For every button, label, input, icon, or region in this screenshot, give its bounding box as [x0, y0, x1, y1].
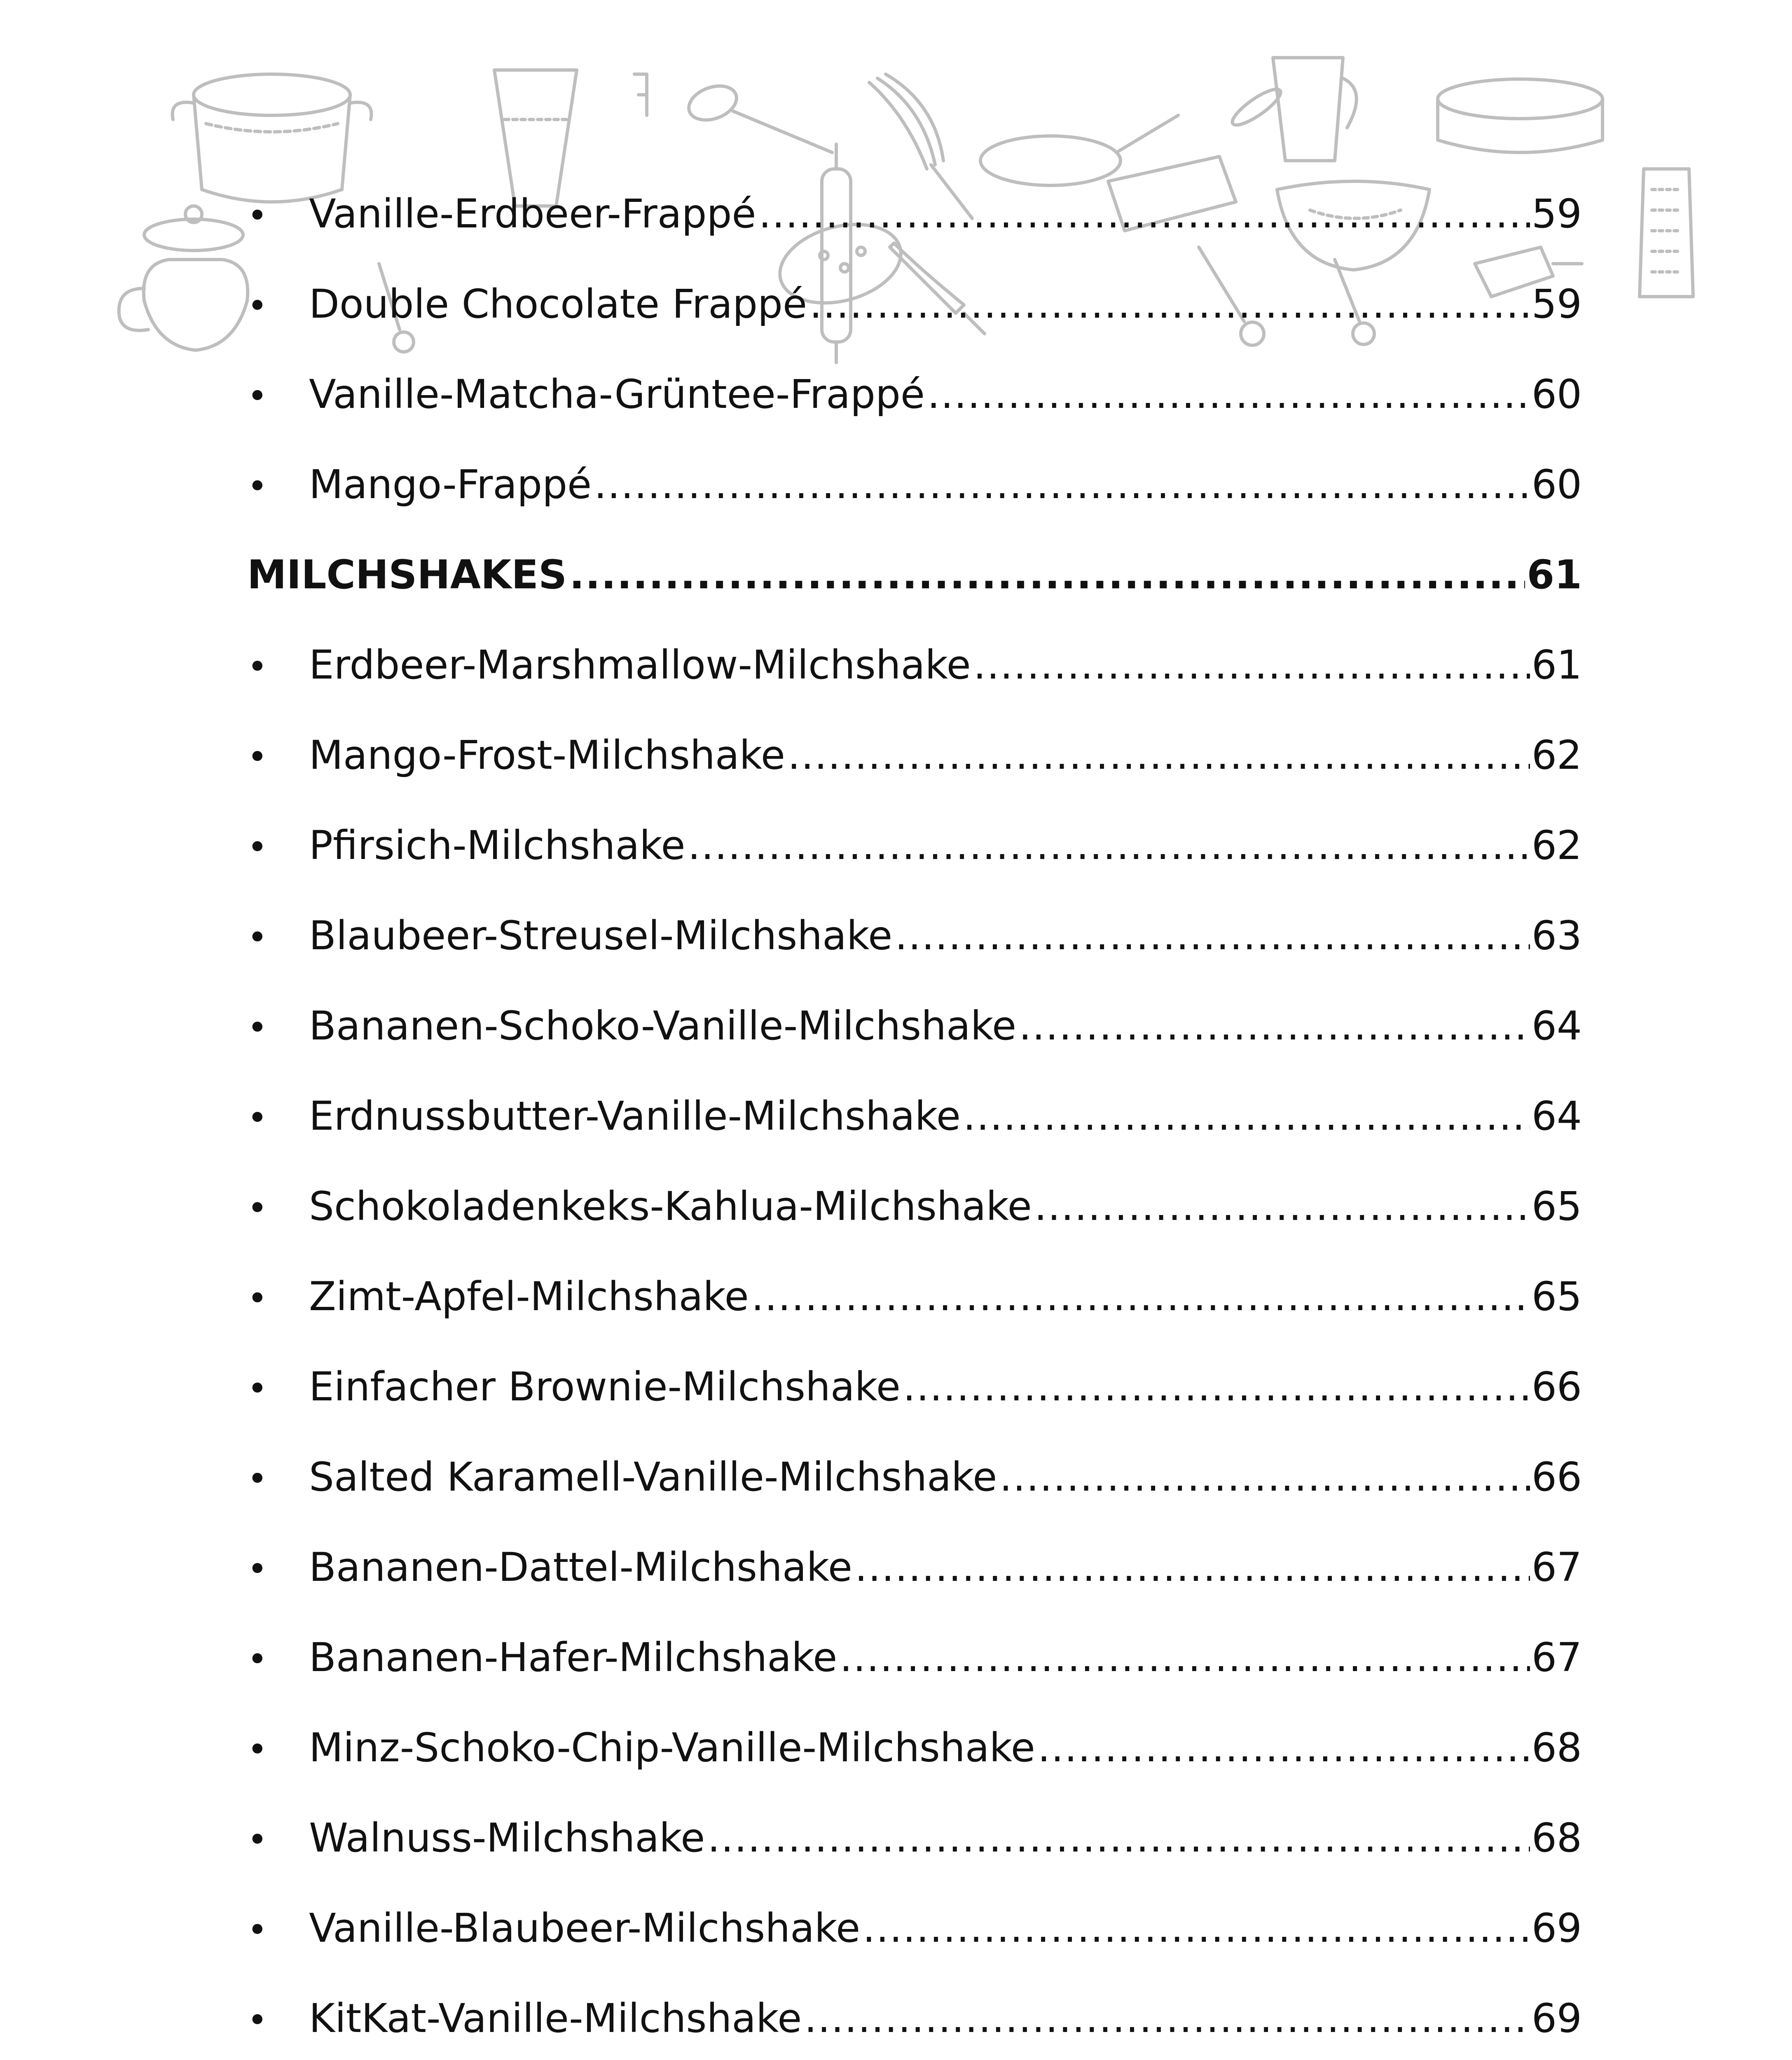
toc-entry-page: 59: [1531, 191, 1582, 237]
bullet-icon: •: [247, 827, 268, 867]
toc-entry: [247, 440, 1582, 530]
dot-leader: [758, 169, 1530, 259]
bullet-icon: •: [247, 1639, 268, 1679]
dot-leader: [999, 1432, 1530, 1522]
toc-entry-title: Erdnussbutter-Vanille-Milchshake: [309, 1093, 961, 1139]
toc-entry-page: 69: [1531, 1905, 1582, 1951]
dot-leader: [840, 1613, 1530, 1703]
toc-entry-title: Salted Karamell-Vanille-Milchshake: [309, 1454, 997, 1500]
bullet-icon: •: [247, 1729, 268, 1770]
toc-entry: [247, 1883, 1582, 1973]
toc-entry: [247, 349, 1582, 440]
dot-leader: [804, 1973, 1530, 2060]
toc-entry: [247, 1703, 1582, 1793]
toc-entry: [247, 981, 1582, 1071]
toc-entry-title: Pfirsich-Milchshake: [309, 822, 685, 868]
bullet-icon: •: [247, 917, 268, 957]
toc-entry-title: Vanille-Blaubeer-Milchshake: [309, 1905, 861, 1951]
bullet-icon: •: [247, 195, 268, 236]
dot-leader: [788, 710, 1530, 801]
toc-entry: [247, 169, 1582, 259]
toc-entry-page: 68: [1531, 1725, 1582, 1771]
bullet-icon: •: [247, 1278, 268, 1318]
spoon-icon: [634, 74, 832, 152]
toc-entry-title: Bananen-Dattel-Milchshake: [309, 1544, 852, 1590]
bullet-icon: •: [247, 1910, 268, 1950]
toc-entry: [247, 259, 1582, 349]
toc-entry-page: 62: [1531, 822, 1582, 868]
toc-entry-page: 64: [1531, 1003, 1582, 1049]
toc-entry-page: 67: [1531, 1634, 1582, 1681]
grater-icon: [1640, 169, 1693, 297]
toc-entry-title: Vanille-Erdbeer-Frappé: [309, 191, 756, 237]
toc-entry: [247, 1613, 1582, 1703]
toc-entry-page: 67: [1531, 1544, 1582, 1590]
toc-entry-page: 66: [1531, 1364, 1582, 1410]
dot-leader: [927, 349, 1530, 440]
bullet-icon: •: [247, 1458, 268, 1499]
dot-leader: [707, 1793, 1530, 1883]
toc-entry-page: 60: [1531, 461, 1582, 508]
toc-entry-title: Vanille-Matcha-Grüntee-Frappé: [309, 371, 925, 417]
toc-entry: [247, 1793, 1582, 1883]
bullet-icon: •: [247, 1188, 268, 1228]
bullet-icon: •: [247, 1549, 268, 1589]
bullet-icon: •: [247, 2000, 268, 2040]
dot-leader: [688, 801, 1530, 891]
toc-entry: [247, 1973, 1582, 2060]
toc-section-heading: [247, 530, 1582, 620]
dot-leader: [863, 1883, 1530, 1973]
toc-entry-title: Bananen-Schoko-Vanille-Milchshake: [309, 1003, 1017, 1049]
toc-entry-title: MILCHSHAKES: [247, 552, 567, 598]
dot-leader: [1038, 1703, 1530, 1793]
bullet-icon: •: [247, 737, 268, 777]
bullet-icon: •: [247, 466, 268, 506]
dot-leader: [973, 620, 1530, 710]
toc-entry-title: Double Chocolate Frappé: [309, 281, 807, 327]
toc-entry: [247, 1161, 1582, 1252]
bullet-icon: •: [247, 376, 268, 416]
toc-entry: [247, 620, 1582, 710]
toc-entry-title: Schokoladenkeks-Kahlua-Milchshake: [309, 1183, 1032, 1229]
toc-entry-title: Blaubeer-Streusel-Milchshake: [309, 913, 893, 959]
toc-entry-page: 62: [1531, 732, 1582, 778]
toc-entry-title: KitKat-Vanille-Milchshake: [309, 1995, 802, 2041]
toc-entry-title: Erdbeer-Marshmallow-Milchshake: [309, 642, 971, 688]
toc-entry: [247, 710, 1582, 801]
dot-leader: [751, 1252, 1530, 1342]
table-of-contents: [247, 169, 1582, 2060]
kettle-icon: [119, 206, 248, 350]
toc-entry-title: Mango-Frappé: [309, 461, 592, 508]
toc-entry-title: Einfacher Brownie-Milchshake: [309, 1364, 901, 1410]
bullet-icon: •: [247, 646, 268, 687]
toc-entry-page: 66: [1531, 1454, 1582, 1500]
toc-entry-page: 60: [1531, 371, 1582, 417]
bullet-icon: •: [247, 286, 268, 326]
dot-leader: [903, 1342, 1530, 1432]
toc-entry-title: Minz-Schoko-Chip-Vanille-Milchshake: [309, 1725, 1035, 1771]
jug-icon: [1273, 58, 1357, 161]
bullet-icon: •: [247, 1819, 268, 1860]
bullet-icon: •: [247, 1098, 268, 1138]
dot-leader: [1019, 981, 1530, 1071]
dot-leader: [809, 259, 1530, 349]
dot-leader: [594, 440, 1530, 530]
toc-entry-page: 59: [1531, 281, 1582, 327]
toc-entry: [247, 801, 1582, 891]
toc-entry-page: 63: [1531, 913, 1582, 959]
toc-entry-title: Bananen-Hafer-Milchshake: [309, 1634, 838, 1681]
toc-entry: [247, 891, 1582, 981]
dot-leader: [1034, 1161, 1530, 1252]
cake-pan-icon: [1438, 79, 1603, 152]
toc-entry-title: Zimt-Apfel-Milchshake: [309, 1273, 749, 1320]
toc-entry-page: 65: [1531, 1273, 1582, 1320]
dot-leader: [569, 530, 1525, 620]
toc-entry-page: 61: [1531, 642, 1582, 688]
toc-entry: [247, 1342, 1582, 1432]
toc-entry-page: 65: [1531, 1183, 1582, 1229]
toc-entry-page: 61: [1527, 552, 1582, 598]
dot-leader: [855, 1522, 1530, 1613]
dot-leader: [963, 1071, 1530, 1161]
toc-entry: [247, 1522, 1582, 1613]
toc-entry: [247, 1071, 1582, 1161]
toc-entry: [247, 1432, 1582, 1522]
bullet-icon: •: [247, 1368, 268, 1409]
dot-leader: [895, 891, 1530, 981]
toc-entry-title: Mango-Frost-Milchshake: [309, 732, 785, 778]
bullet-icon: •: [247, 1007, 268, 1048]
toc-entry-page: 68: [1531, 1815, 1582, 1861]
toc-entry-title: Walnuss-Milchshake: [309, 1815, 705, 1861]
toc-entry: [247, 1252, 1582, 1342]
toc-entry-page: 69: [1531, 1995, 1582, 2041]
toc-entry-page: 64: [1531, 1093, 1582, 1139]
